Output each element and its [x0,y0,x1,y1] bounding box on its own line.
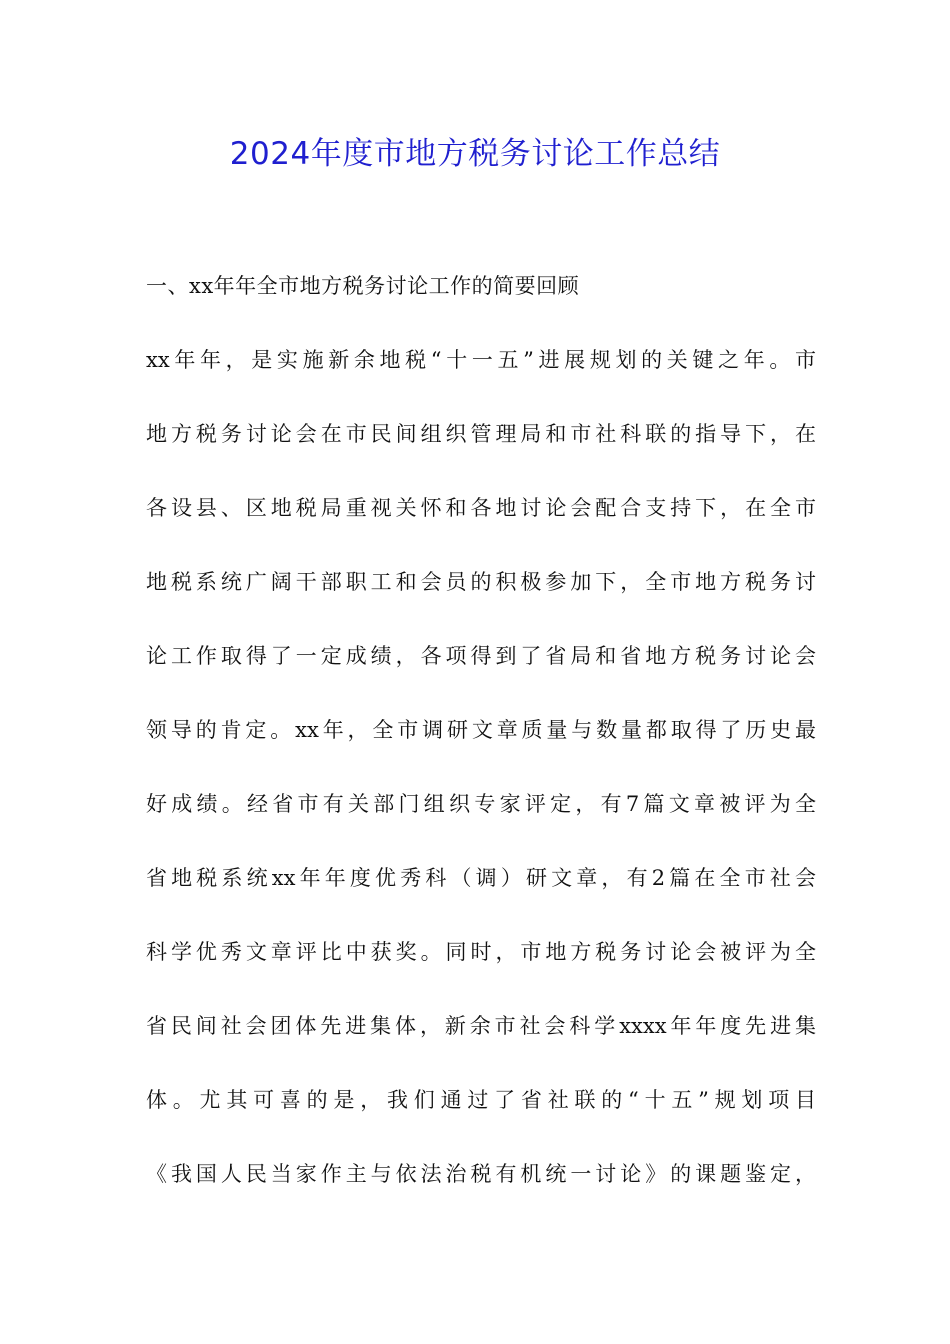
paragraph-line: 地税系统广阔干部职工和会员的积极参加下，全市地方税务讨 [146,570,816,594]
paragraph-line: 省地税系统xx年年度优秀科（调）研文章，有2篇在全市社会 [146,866,816,890]
paragraph-line: 各设县、区地税局重视关怀和各地讨论会配合支持下，在全市 [146,496,816,520]
paragraph-line: 地方税务讨论会在市民间组织管理局和市社科联的指导下，在 [146,422,816,446]
paragraph-line: 论工作取得了一定成绩，各项得到了省局和省地方税务讨论会 [146,644,816,668]
paragraph-line: xx年年，是实施新余地税“十一五”进展规划的关键之年。市 [146,348,816,372]
paragraph-line: 省民间社会团体先进集体，新余市社会科学xxxx年年度先进集 [146,1014,816,1038]
paragraph-line: 《我国人民当家作主与依法治税有机统一讨论》的课题鉴定， [146,1162,816,1186]
paragraph-line: 领导的肯定。xx年，全市调研文章质量与数量都取得了历史最 [146,718,816,742]
paragraph-line: 体。尤其可喜的是，我们通过了省社联的“十五”规划项目 [146,1088,816,1112]
document-title: 2024年度市地方税务讨论工作总结 [229,136,721,172]
section-heading: 一、xx年年全市地方税务讨论工作的简要回顾 [146,274,580,298]
paragraph-line: 科学优秀文章评比中获奖。同时，市地方税务讨论会被评为全 [146,940,816,964]
body-paragraph [146,336,816,1224]
paragraph-line: 好成绩。经省市有关部门组织专家评定，有7篇文章被评为全 [146,792,816,816]
